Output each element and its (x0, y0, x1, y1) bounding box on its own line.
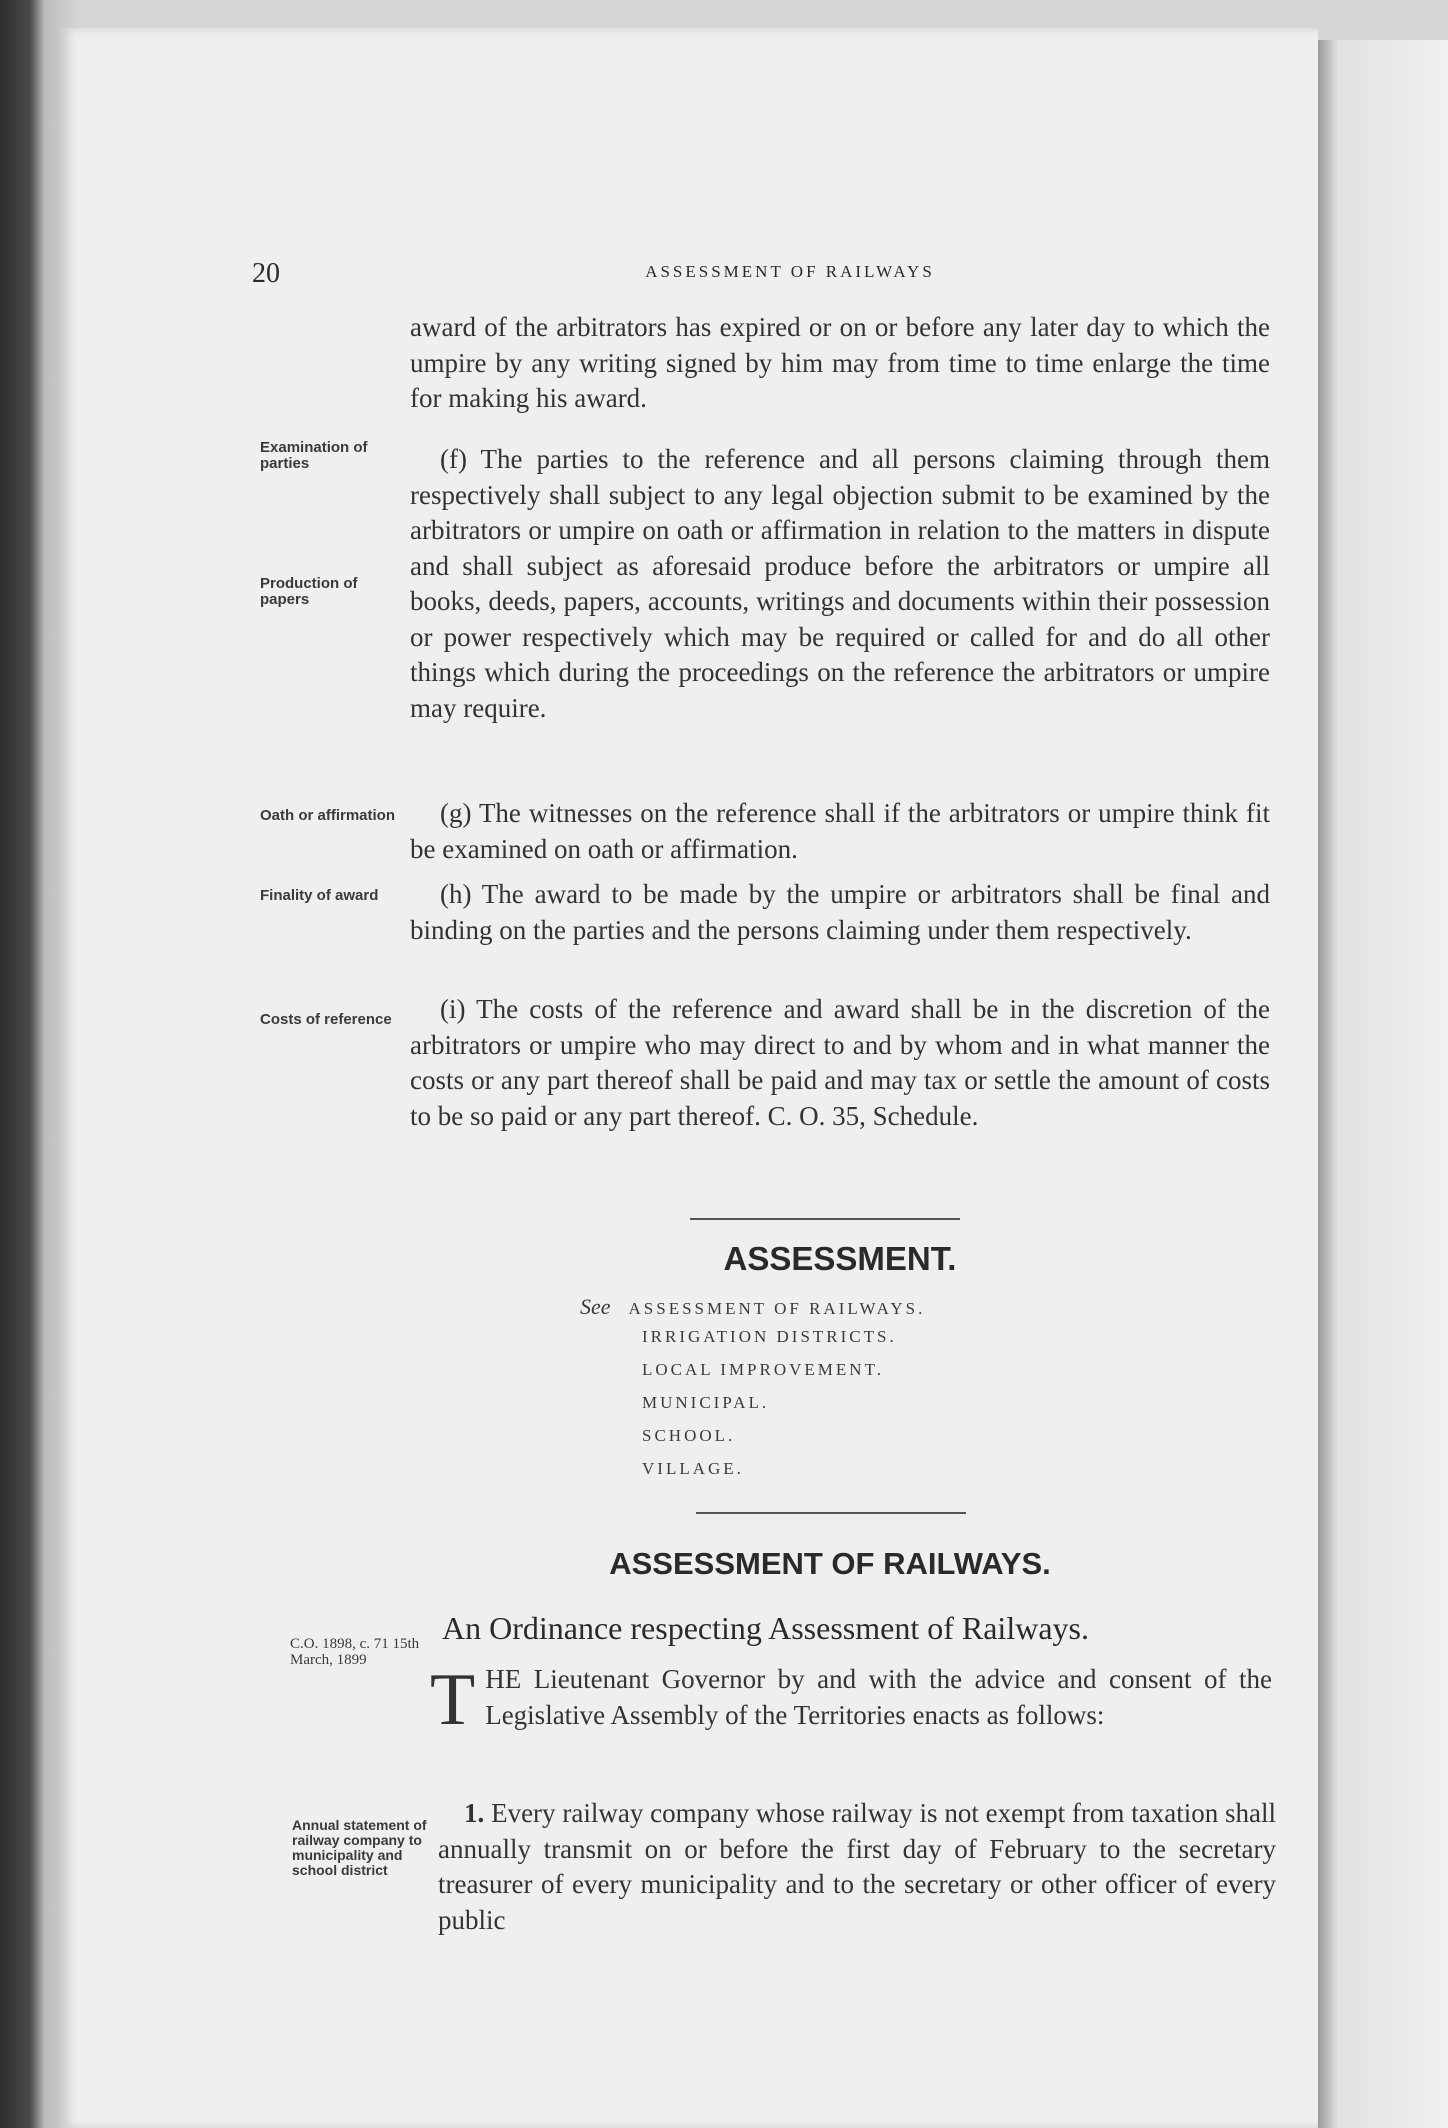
see-also-list (580, 1294, 1100, 1492)
enacting-clause: THE Lieutenant Governor by and with the advice and consent of the Legislative Assembly of the Territories enacts as follows: (430, 1659, 1272, 1741)
see-item-3: MUNICIPAL. (642, 1393, 770, 1412)
paragraph-continuation: award of the arbitrators has expired or on or before any later day to which the umpire by any writing signed by him may from time to time enlarge the time for making his award. (410, 312, 1270, 413)
page-number: 20 (252, 258, 280, 289)
railways-heading: ASSESSMENT OF RAILWAYS. (609, 1546, 1051, 1581)
section-number: 1. (464, 1798, 485, 1828)
margin-note-costs: Costs of reference (260, 1011, 392, 1028)
drop-cap: T (430, 1659, 476, 1741)
running-head: ASSESSMENT OF RAILWAYS (645, 262, 935, 281)
see-item-4: SCHOOL. (642, 1426, 736, 1445)
see-word: See (580, 1294, 611, 1319)
section-1: 1. Every railway company whose railway is not exempt from taxation shall annually transmit on or before the first day of February to the secretary treasurer of every municipality and to the secretary or other officer of every public (438, 1798, 1277, 1935)
margin-note-annual: Annual statement of railway company to municipality and school district (292, 1817, 427, 1878)
margin-note-finality: Finality of award (260, 887, 379, 904)
paragraph-f: (f) The parties to the reference and all persons claiming through them respectively shall subject to any legal objection submit to be examined by the arbitrators or umpire on oath or affirmation in relation to the matters in dispute and shall subject as aforesaid produce before the arbitrators or umpire all books, deeds, papers, accounts, writings and documents within their possession or power respectively which may be required or called for and do all other things which during the proceedings on the reference the arbitrators or umpire may require. (410, 444, 1270, 723)
see-item-1: IRRIGATION DISTRICTS. (642, 1327, 897, 1346)
paragraph-g: (g) The witnesses on the reference shall if the arbitrators or umpire think fit be examined on oath or affirmation. (410, 798, 1270, 864)
see-item-5: VILLAGE. (642, 1459, 744, 1478)
assessment-heading: ASSESSMENT. (723, 1240, 957, 1277)
section-rule-top (690, 1218, 960, 1220)
margin-note-production: Production of papers (260, 575, 358, 608)
ordinance-subtitle: An Ordinance respecting Assessment of Railways. (442, 1610, 1089, 1646)
page-header (60, 258, 1318, 298)
paragraph-h: (h) The award to be made by the umpire or arbitrators shall be final and binding on the parties and the persons claiming under them respectively. (410, 879, 1270, 945)
section-rule-bottom (696, 1512, 966, 1514)
paragraph-i: (i) The costs of the reference and award shall be in the discretion of the arbitrators or umpire who may direct to and by whom and in what manner the costs or any part thereof shall be paid and may tax or settle the amount of costs to be so paid or any part thereof. C. O. 35, Schedule. (410, 994, 1270, 1131)
see-item-0: See ASSESSMENT OF RAILWAYS. (580, 1294, 926, 1319)
see-item-2: LOCAL IMPROVEMENT. (642, 1360, 884, 1379)
margin-note-oath: Oath or affirmation (260, 807, 396, 824)
margin-note-citation: C.O. 1898, c. 71 15th March, 1899 (290, 1636, 420, 1668)
adjacent-page-edge (1318, 40, 1448, 2128)
margin-note-examination: Examination of parties (260, 439, 368, 472)
book-page (60, 28, 1318, 2128)
